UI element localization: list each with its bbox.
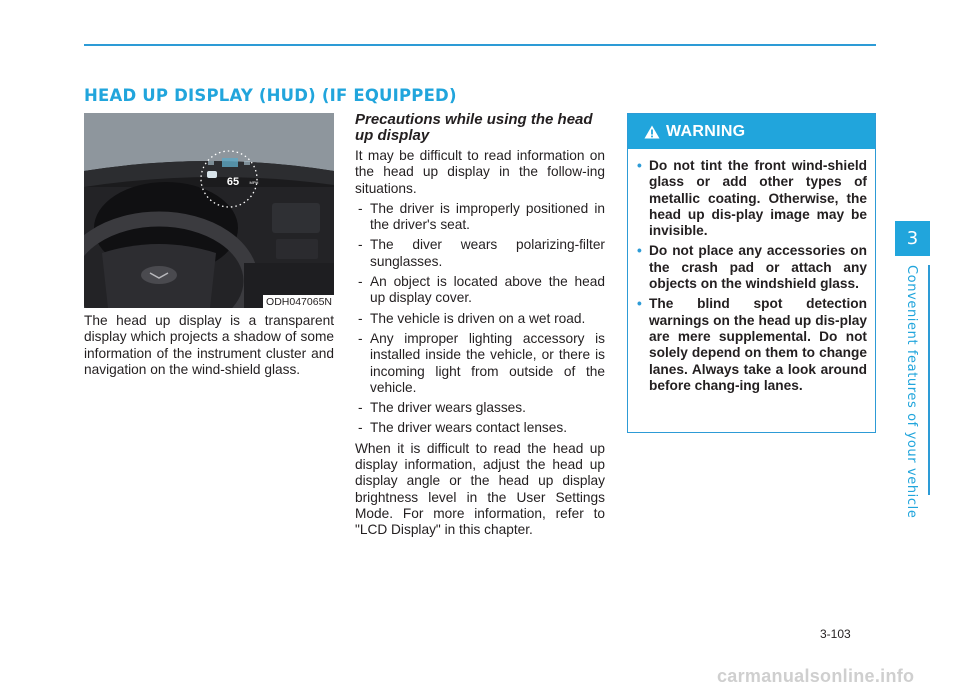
warning-triangle-icon bbox=[644, 125, 660, 139]
list-item: - An object is located above the head up display cover. bbox=[355, 274, 605, 307]
list-item: - Any improper lighting accessory is installed inside the vehicle, or there is incoming light from outside of the vehicle. bbox=[355, 331, 605, 396]
warning-header bbox=[628, 114, 875, 149]
hud-dashboard-illustration bbox=[84, 113, 334, 308]
list-item: - The driver wears contact lenses. bbox=[355, 420, 605, 436]
list-item: • Do not place any accessories on the crash pad or attach any objects on the windshield glass. bbox=[637, 243, 867, 292]
hud-description: The head up display is a transparent display which projects a shadow of some information of the instrument cluster and navigation on the wind-shield glass. bbox=[84, 313, 334, 377]
list-item: - The driver wears glasses. bbox=[355, 400, 605, 416]
hud-speed-value: 65 bbox=[226, 176, 240, 188]
warning-list bbox=[628, 158, 875, 394]
chapter-rule bbox=[928, 265, 930, 495]
list-item: - The driver is improperly positioned in the driver's seat. bbox=[355, 201, 605, 234]
list-item: - The diver wears polarizing-filter sunglasses. bbox=[355, 237, 605, 270]
precautions-list bbox=[355, 201, 605, 437]
hud-figure bbox=[84, 113, 334, 308]
top-rule bbox=[84, 44, 876, 46]
hud-speed-unit: MPH bbox=[249, 180, 259, 185]
figure-code: ODH047065N bbox=[263, 295, 334, 308]
precautions-closing: When it is difficult to read the head up display information, adjust the head up display angle or the head up display brightness level in the User Settings Mode. For more information, refer to "LCD Display" in this chapter. bbox=[355, 440, 605, 538]
precautions-intro: It may be difficult to read information on the head up display in the follow-ing situations. bbox=[355, 148, 605, 196]
section-title: HEAD UP DISPLAY (HUD) (IF EQUIPPED) bbox=[84, 86, 457, 105]
watermark: carmanualsonline.info bbox=[717, 666, 915, 686]
chapter-number-tab: 3 bbox=[895, 221, 930, 256]
warning-title: WARNING bbox=[666, 122, 746, 140]
precautions-subhead: Precautions while using the head up display bbox=[355, 111, 593, 144]
precautions-section bbox=[355, 112, 605, 539]
page-number: 3-103 bbox=[820, 627, 851, 641]
warning-box bbox=[627, 113, 876, 433]
list-item: - The vehicle is driven on a wet road. bbox=[355, 311, 605, 327]
list-item: • Do not tint the front wind-shield glass or add other types of metallic coating. Otherwise, the head up dis-play image may be invisible. bbox=[637, 158, 867, 239]
chapter-title: Convenient features of your vehicle bbox=[904, 265, 919, 519]
list-item: • The blind spot detection warnings on the head up dis-play are mere supplemental. Do not solely depend on them to change lanes. Always take a look around before chang-ing lanes. bbox=[637, 296, 867, 394]
